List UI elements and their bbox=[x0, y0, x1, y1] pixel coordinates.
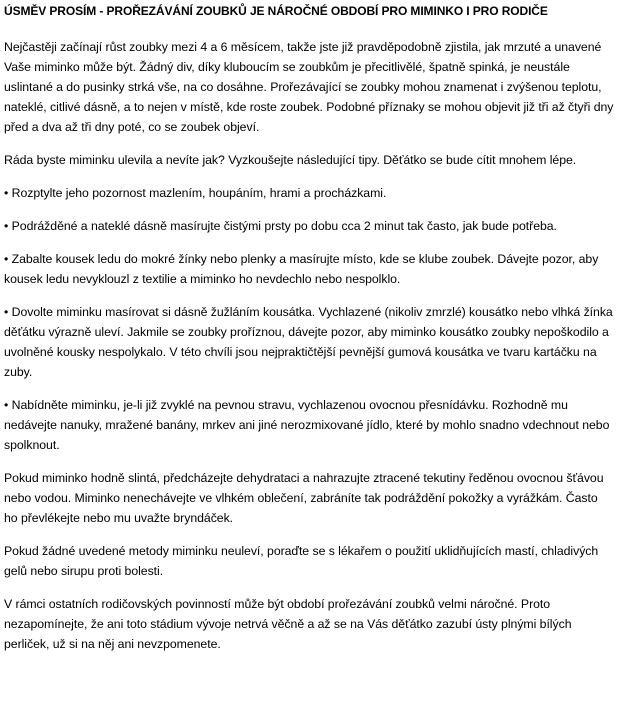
paragraph-tips-intro: Ráda byste miminku ulevila a nevíte jak? Vyzkoušejte následující tipy. Děťátko se bude cítit mnohem lépe. bbox=[4, 153, 577, 167]
tip-gum-massage: • Podrážděné a nateklé dásně masírujte čistými prsty po dobu cca 2 minut tak často, jak bude potřeba. bbox=[4, 219, 557, 233]
tip-cold-food: • Nabídněte miminku, je-li již zvyklé na pevnou stravu, vychlazenou ovocnou přesnídávku. Rozhodně mu nedávejte nanuky, mražené banány, mrkev ani jiné nerozmixované jídlo, které by mohlo snadno vdechnout nebo spolknout. bbox=[4, 398, 610, 452]
paragraph-conclusion: V rámci ostatních rodičovských povinností může být období prořezávání zoubků velmi náročné. Proto nezapomínejte, že ani toto stádium vývoje netrvá věčně a až se na Vás děťátko zazubí ústy plnými bílých perliček, už si na něj ani nevzpomenete. bbox=[4, 597, 572, 651]
tip-ice: • Zabalte kousek ledu do mokré žínky nebo plenky a masírujte místo, kde se klube zoubek. Dávejte pozor, aby kousek ledu nevyklouzl z textilie a miminko ho nevdechlo nebo nespolklo. bbox=[4, 252, 599, 286]
tip-teether: • Dovolte miminku masírovat si dásně žužláním kousátka. Vychlazené (nikoliv zmrzlé) kousátko nebo vlhká žínka děťátku výrazně uleví. Jakmile se zoubky proříznou, dávejte pozor, aby miminko kousátko zoubky nepoškodilo a uvolněné kousky nespolykalo. V této chvíli jsou nejpraktičtější pevnější gumová kousátka ve tvaru kartáčku na zuby. bbox=[4, 305, 613, 379]
paragraph-doctor: Pokud žádné uvedené metody miminku neuleví, poraďte se s lékařem o použití uklidňujících mastí, chladivých gelů nebo sirupu proti bolesti. bbox=[4, 544, 599, 578]
document bbox=[4, 3, 614, 667]
paragraph-intro: Nejčastěji začínají růst zoubky mezi 4 a 6 měsícem, takže jste již pravděpodobně zjistila, jak mrzuté a unavené Vaše miminko může být. Žádný div, díky kluboucím se zoubkům je přecitlivělé, špatně spinká, je neustále uslintané a do pusinky strká vše, na co dosáhne. Prořezávající se zoubky mohou znamenat i zvýšenou teplotu, nateklé, citlivé dásně, a to nejen v místě, kde roste zoubek. Podobné příznaky se mohou objevit již tři až čtyři dny před a dva až tři dny poté, co se zoubek objeví. bbox=[4, 40, 614, 134]
tip-distraction: • Rozptylte jeho pozornost mazlením, houpáním, hrami a procházkami. bbox=[4, 186, 387, 200]
document-title: ÚSMĚV PROSÍM - PROŘEZÁVÁNÍ ZOUBKŮ JE NÁROČNÉ OBDOBÍ PRO MIMINKO I PRO RODIČE bbox=[4, 4, 548, 18]
paragraph-drooling: Pokud miminko hodně slintá, předcházejte dehydrataci a nahrazujte ztracené tekutiny ředěnou ovocnou šťávou nebo vodou. Miminko nenechávejte ve vlhkém oblečení, zabráníte tak podráždění pokožky a vyrážkám. Často ho převlékejte nebo mu uvažte bryndáček. bbox=[4, 471, 604, 525]
